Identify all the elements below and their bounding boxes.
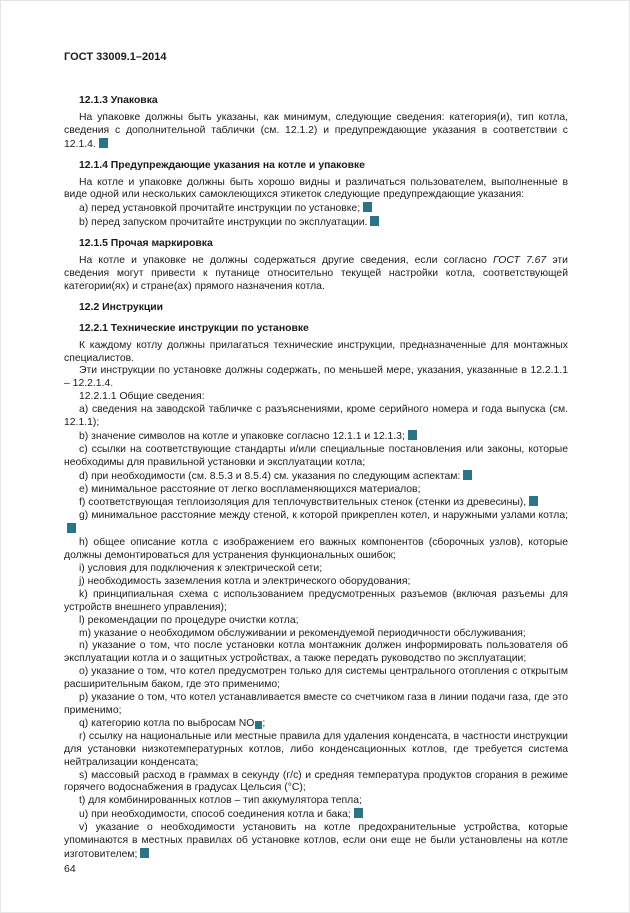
- document-body: [64, 87, 568, 862]
- highlight-marker: [363, 202, 372, 212]
- text-run: 12.1.3 Упаковка: [79, 95, 158, 106]
- text-run: v) указание о необходимости установить на котле предохранительные устройства, которые упоминаются в местных правилах об установке котлов, если они еще не были установлены на котле изготовителем;: [64, 822, 568, 860]
- highlight-marker: [529, 496, 538, 506]
- paragraph: [64, 718, 568, 731]
- text-run: a) сведения на заводской табличке с разъяснениями, кроме серийного номера и года выпуска (см. 12.1.1);: [64, 404, 568, 429]
- text-run: a) перед установкой прочитайте инструкции по установке;: [79, 203, 361, 215]
- paragraph: [64, 496, 568, 510]
- paragraph: [64, 430, 568, 444]
- paragraph: [64, 628, 568, 641]
- text-run: ;: [262, 717, 266, 729]
- text-run: 12.2.1 Технические инструкции по установке: [79, 322, 309, 334]
- paragraph: [64, 510, 568, 537]
- paragraph: [64, 666, 568, 692]
- paragraph: [64, 537, 568, 563]
- text-run: f) соответствующая теплоизоляция для теплочувствительных стенок (стенки из древесины),: [79, 497, 527, 509]
- text-run: i) условия для подключения к электрической сети;: [79, 563, 323, 574]
- text-run: К каждому котлу должны прилагаться технические инструкции, предназначенные для монтажных специалистов.: [64, 339, 568, 364]
- paragraph: [64, 615, 568, 628]
- text-run: l) рекомендации по процедуре очистки котла;: [79, 614, 299, 626]
- paragraph: [64, 640, 568, 666]
- text-run: r) ссылку на национальные или местные правила для удаления конденсата, в частности инструкции для установки низкотемпературных котлов, либо конденсационных котлов, где требуется система нейтрализации конденсата;: [64, 730, 568, 768]
- text-run: d) при необходимости (см. 8.5.3 и 8.5.4) см. указания по следующим аспектам:: [79, 470, 461, 482]
- paragraph: [64, 404, 568, 430]
- paragraph: [64, 202, 568, 216]
- text-run: o) указание о том, что котел предусмотрен только для системы центрального отопления с открытым расширительным баком, где это применимо;: [64, 666, 568, 691]
- text-run: n) указание о том, что после установки котла монтажник должен информировать пользователя об эксплуатации котла и о защитных устройствах, а также передать руководство по эксплуатации;: [64, 640, 568, 665]
- section-heading: [64, 323, 568, 336]
- paragraph: [64, 589, 568, 615]
- paragraph: [64, 770, 568, 796]
- highlight-marker: [408, 430, 417, 440]
- text-run: k) принципиальная схема с использованием предусмотренных разъемов (включая разъемы для устройств внешнего управления);: [64, 588, 568, 613]
- text-run: q) категорию котла по выбросам NO: [79, 717, 255, 729]
- text-run: На котле и упаковке не должны содержаться другие сведения, если согласно: [79, 255, 493, 267]
- paragraph: [64, 731, 568, 770]
- section-heading: [64, 238, 568, 251]
- section-heading: [64, 95, 568, 108]
- page-number: 64: [64, 863, 76, 875]
- paragraph: [64, 808, 568, 822]
- paragraph: [64, 576, 568, 589]
- text-run: b) перед запуском прочитайте инструкции по эксплуатации.: [79, 217, 368, 229]
- paragraph: [64, 391, 568, 404]
- paragraph: [64, 340, 568, 366]
- text-run: u) при необходимости, способ соединения котла и бака;: [79, 809, 351, 821]
- text-run: p) указание о том, что котел устанавливается вместе со счетчиком газа в линии подачи газа, где это применимо;: [64, 692, 568, 716]
- document-header: ГОСТ 33009.1–2014: [64, 51, 167, 63]
- highlight-marker: [140, 848, 149, 858]
- paragraph: [64, 470, 568, 484]
- text-run: 12.2.1.1 Общие сведения:: [79, 391, 205, 403]
- text-run: На котле и упаковке должны быть хорошо видны и различаться пользователем, выполненные в виде одной или нескольких самоклеющихся этикеток следующие предупреждающие указания:: [64, 176, 568, 201]
- paragraph: [64, 255, 568, 294]
- paragraph: [64, 365, 568, 391]
- paragraph: [64, 692, 568, 718]
- text-run: 12.1.5 Прочая маркировка: [79, 238, 213, 250]
- highlight-marker: [354, 808, 363, 818]
- paragraph: [64, 563, 568, 576]
- highlight-marker: [67, 523, 76, 533]
- text-run: 12.2 Инструкции: [79, 301, 164, 313]
- text-run: c) ссылки на соответствующие стандарты и/или специальные постановления или законы, которые необходимы для правильной установки и эксплуатации котла;: [64, 443, 568, 468]
- paragraph: [64, 484, 568, 497]
- paragraph: [64, 112, 568, 152]
- text-run: h) общее описание котла с изображением его важных компонентов (сборочных узлов), которые должны демонтироваться для устранения функциональных ошибок;: [64, 537, 568, 562]
- section-heading: [64, 302, 568, 315]
- text-run: e) минимальное расстояние от легко воспламеняющихся материалов;: [79, 483, 421, 495]
- paragraph: [64, 216, 568, 230]
- paragraph: [64, 444, 568, 470]
- text-run: На упаковке должны быть указаны, как минимум, следующие сведения: категория(и), тип котла, сведения с дополнительной таблички (см. 12.1.2) и предупреждающие указания в соответствии с 12.1.4.: [64, 111, 568, 150]
- highlight-marker: [99, 138, 108, 148]
- text-run: m) указание о необходимом обслуживании и рекомендуемой периодичности обслуживания;: [79, 627, 526, 639]
- text-run: ГОСТ 7.67: [492, 255, 547, 267]
- text-run: g) минимальное расстояние между стеной, к которой прикреплен котел, и наружными узлами котла;: [79, 510, 568, 522]
- highlight-marker: [463, 470, 472, 480]
- text-run: эти сведения могут привести к путанице относительно текущей настройки котла, соответствующей категории(ях) и стране(ах) прямого назначения котла.: [64, 255, 568, 292]
- section-heading: [64, 160, 568, 173]
- highlight-marker: [370, 216, 379, 226]
- text-run: s) массовый расход в граммах в секунду (г/с) и средняя температура продуктов сгорания в режиме горячего водоснабжения в градусах Цельсия (°С);: [64, 769, 568, 794]
- text-run: b) значение символов на котле и упаковке согласно 12.1.1 и 12.1.3;: [79, 430, 405, 442]
- text-run: Эти инструкции по установке должны содержать, по меньшей мере, указания, указанные в 12.2.1.1 – 12.2.1.4.: [64, 365, 568, 390]
- paragraph: [64, 822, 568, 862]
- paragraph: [64, 795, 568, 808]
- text-run: j) необходимость заземления котла и электрического оборудования;: [79, 575, 411, 587]
- paragraph: [64, 177, 568, 203]
- text-run: t) для комбинированных котлов – тип аккумулятора тепла;: [79, 795, 362, 807]
- text-run: 12.1.4 Предупреждающие указания на котле и упаковке: [79, 159, 365, 171]
